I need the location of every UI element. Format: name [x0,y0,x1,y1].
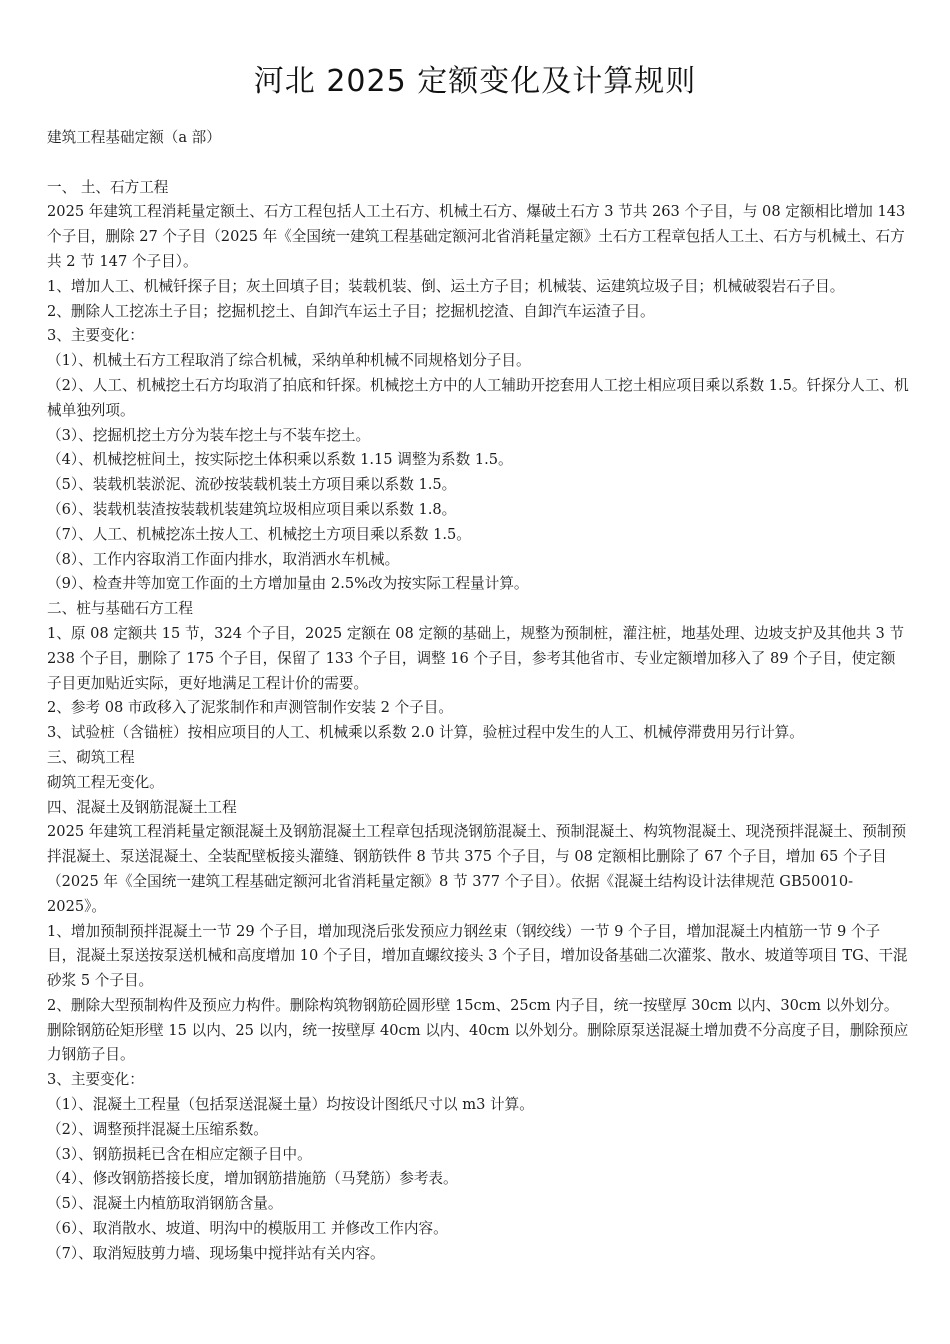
paragraph-line: 3、主要变化： [47,327,144,345]
blank-line [47,151,909,176]
paragraph-line: 2、参考 08 市政移入了泥浆制作和声测管制作安装 2 个子目。 [47,699,453,717]
paragraph-line: 1、增加人工、机械钎探子目；灰土回填子目；装载机装、倒、运土方子目；机械装、运建筑垃圾子目；机械破裂岩石子目。 [47,277,845,295]
paragraph-line: 2025 年建筑工程消耗量定额混凝土及钢筋混凝土工程章包括现浇钢筋混凝土、预制混凝土、构筑物混凝土、现浇预拌混凝土、预制预拌混凝土、泵送混凝土、全装配壁板接头灌缝、钢筋铁件 8 节共 375 个子目，与 08 定额相比删除了 67 个子目，增加 65 个子目（2025 年《全国统一建筑工程基础定额河北省消耗量定额》8 节 377 个子目）。依据《混凝土结构设计法律规范 GB50010-2025》。 [47,823,907,915]
paragraph-line: （3）、钢筋损耗已含在相应定额子目中。 [47,1145,312,1163]
paragraph-line: （2）、人工、机械挖土石方均取消了拍底和钎探。机械挖土方中的人工辅助开挖套用人工挖土相应项目乘以系数 1.5。钎探分人工、机械单独列项。 [47,376,909,419]
paragraph-line: （8）、工作内容取消工作面内排水，取消洒水车机械。 [47,550,400,568]
paragraph-list [47,176,909,1267]
paragraph-line: （6）、装载机装渣按装载机装建筑垃圾相应项目乘以系数 1.8。 [47,500,457,518]
paragraph-line: 3、试验桩（含锚桩）按相应项目的人工、机械乘以系数 2.0 计算，验桩过程中发生的人工、机械停滞费用另行计算。 [47,724,804,742]
document-body [47,126,909,1267]
paragraph-line: 1、原 08 定额共 15 节，324 个子目，2025 定额在 08 定额的基础上，规整为预制桩，灌注桩，地基处理、边坡支护及其他共 3 节 238 个子目，删除了 175 个子目，保留了 133 个子目，调整 16 个子目，参考其他省市、专业定额增加移入了 89 个子目，使定额子目更加贴近实际，更好地满足工程计价的需要。 [47,624,904,692]
paragraph-line: （1）、机械土石方工程取消了综合机械，采纳单种机械不同规格划分子目。 [47,352,531,370]
paragraph-line: 一、 土、石方工程 [47,178,169,196]
paragraph-line: （1）、混凝土工程量（包括泵送混凝土量）均按设计图纸尺寸以 m3 计算。 [47,1096,534,1114]
paragraph-line: （3）、挖掘机挖土方分为装车挖土与不装车挖土。 [47,426,371,444]
paragraph-line: 二、桩与基础石方工程 [47,600,193,618]
paragraph-line: （5）、混凝土内植筋取消钢筋含量。 [47,1195,283,1213]
paragraph-line: 1、增加预制预拌混凝土一节 29 个子目，增加现浇后张发预应力钢丝束（钢绞线）一节 9 个子目，增加混凝土内植筋一节 9 个子目，混凝土泵送按泵送机械和高度增加 10 个子目，增加直螺纹接头 3 个子目，增加设备基础二次灌浆、散水、坡道等项目 TG、干混砂浆 5 个子目。 [47,922,908,990]
paragraph-line: 2025 年建筑工程消耗量定额土、石方工程包括人工土石方、机械土石方、爆破土石方 3 节共 263 个子目，与 08 定额相比增加 143 个子目，删除 27 个子目（2025 年《全国统一建筑工程基础定额河北省消耗量定额》土石方工程章包括人工土、石方与机械土、石方共 2 节 147 个子目）。 [47,203,906,270]
paragraph-line: （5）、装载机装淤泥、流砂按装载机装土方项目乘以系数 1.5。 [47,476,457,494]
paragraph-line: （2）、调整预拌混凝土压缩系数。 [47,1120,268,1138]
paragraph-line: （4）、修改钢筋搭接长度，增加钢筋措施筋（马凳筋）参考表。 [47,1170,458,1188]
document-title: 河北 2025 定额变化及计算规则 [253,64,697,99]
paragraph-line: （9）、检查井等加宽工作面的土方增加量由 2.5%改为按实际工程量计算。 [47,575,529,593]
paragraph-line: （6）、取消散水、坡道、明沟中的模版用工 并修改工作内容。 [47,1220,448,1238]
paragraph-line: 2、删除人工挖冻土子目；挖掘机挖土、自卸汽车运土子目；挖掘机挖渣、自卸汽车运渣子目。 [47,302,655,320]
paragraph-line: 2、删除大型预制构件及预应力构件。删除构筑物钢筋砼圆形壁 15cm、25cm 内子目，统一按壁厚 30cm 以内、30cm 以外划分。删除钢筋砼矩形壁 15 以内、25 以内，统一按壁厚 40cm 以内、40cm 以外划分。删除原泵送混凝土增加费不分高度子目，删除预应力钢筋子目。 [47,996,909,1064]
paragraph-line: 四、混凝土及钢筋混凝土工程 [47,798,237,816]
paragraph-line: 砌筑工程无变化。 [47,773,164,791]
paragraph-line: （4）、机械挖桩间土，按实际挖土体积乘以系数 1.15 调整为系数 1.5。 [47,451,513,469]
document-subtitle: 建筑工程基础定额（a 部） [47,129,221,146]
paragraph-line: （7）、人工、机械挖冻土按人工、机械挖土方项目乘以系数 1.5。 [47,525,471,543]
paragraph-line: 三、砌筑工程 [47,748,135,766]
paragraph-line: （7）、取消短肢剪力墙、现场集中搅拌站有关内容。 [47,1244,385,1262]
paragraph-line: 3、主要变化： [47,1071,144,1089]
